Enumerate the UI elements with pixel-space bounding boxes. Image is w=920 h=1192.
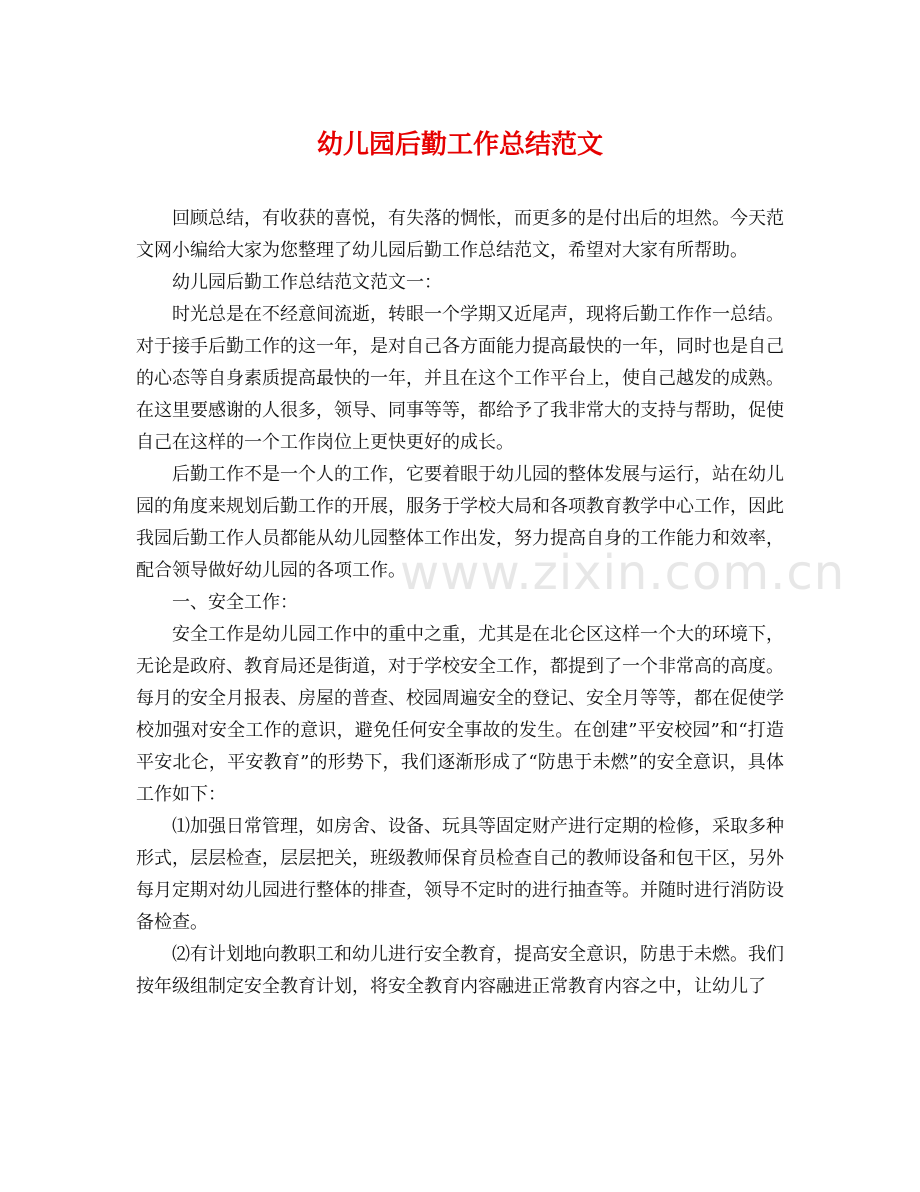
paragraph: ⑵有计划地向教职工和幼儿进行安全教育，提高安全意识，防患于未燃。我们按年级组制定安全教育计划，将安全教育内容融进正常教育内容之中，让幼儿了 (136, 944, 784, 997)
document-body (136, 203, 846, 1003)
paragraph-subtitle: 幼儿园后勤工作总结范文范文一： (172, 272, 442, 293)
paragraph: 时光总是在不经意间流逝，转眼一个学期又近尾声，现将后勤工作作一总结。对于接手后勤工作的这一年，是对自己各方面能力提高最快的一年，同时也是自己的心态等自身素质提高最快的一年，并且在这个工作平台上，使自己越发的成熟。在这里要感谢的人很多，领导、同事等等，都给予了我非常大的支持与帮助，促使自己在这样的一个工作岗位上更快更好的成长。 (136, 304, 784, 453)
section-heading: 一、安全工作： (172, 592, 298, 613)
watermark: www.zixin.com.cn (400, 545, 846, 601)
paragraph: ⑴加强日常管理，如房舍、设备、玩具等固定财产进行定期的检修，采取多种形式，层层检查，层层把关，班级教师保育员检查自己的教师设备和包干区，另外每月定期对幼儿园进行整体的排查，领导不定时的进行抽查等。并随时进行消防设备检查。 (136, 816, 784, 933)
document-title: 幼儿园后勤工作总结范文 (316, 130, 603, 160)
paragraph-intro: 回顾总结，有收获的喜悦，有失落的惆怅，而更多的是付出后的坦然。今天范文网小编给大家为您整理了幼儿园后勤工作总结范文，希望对大家有所帮助。 (136, 208, 784, 261)
paragraph: 后勤工作不是一个人的工作，它要着眼于幼儿园的整体发展与运行，站在幼儿园的角度来规划后勤工作的开展，服务于学校大局和各项教育教学中心工作，因此我园后勤工作人员都能从幼儿园整体工作出发，努力提高自身的工作能力和效率，配合领导做好幼儿园的各项工作。 (136, 464, 784, 581)
paragraph: 安全工作是幼儿园工作中的重中之重，尤其是在北仑区这样一个大的环境下，无论是政府、教育局还是街道，对于学校安全工作，都提到了一个非常高的高度。每月的安全月报表、房屋的普查、校园周遍安全的登记、安全月等等，都在促使学校加强对安全工作的意识，避免任何安全事故的发生。在创建”平安校园”和“打造平安北仑，平安教育”的形势下，我们逐渐形成了“防患于未燃”的安全意识，具体工作如下： (136, 624, 784, 805)
